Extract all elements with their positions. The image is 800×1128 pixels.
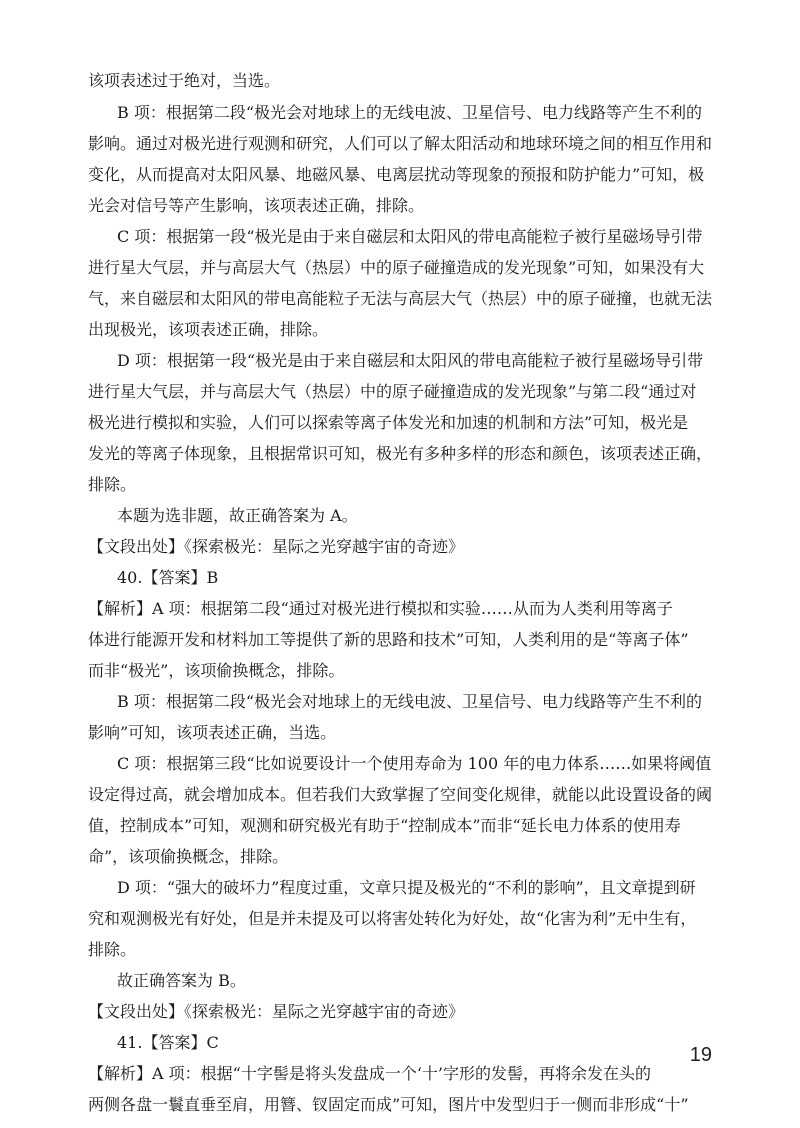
- text-line: 发光的等离子体现象，且根据常识可知，极光有多种多样的形态和颜色，该项表述正确，: [88, 444, 713, 463]
- text-line: 出现极光，该项表述正确，排除。: [88, 320, 329, 339]
- answer-line: 40.【答案】B: [117, 568, 219, 587]
- text-line: 排除。: [88, 940, 137, 959]
- text-line: 值，控制成本”可知，观测和研究极光有助于“控制成本”而非“延长电力体系的使用寿: [88, 816, 681, 835]
- text-line: 变化，从而提高对太阳风暴、地磁风暴、电离层扰动等现象的预报和防护能力”可知，极: [88, 165, 705, 184]
- text-line: 极光进行模拟和实验，人们可以探索等离子体发光和加速的机制和方法”可知，极光是: [88, 413, 689, 432]
- text-line: 影响”可知，该项表述正确，当选。: [88, 723, 337, 742]
- text-line: 进行星大气层，并与高层大气（热层）中的原子碰撞造成的发光现象”与第二段“通过对: [88, 382, 697, 401]
- text-line: D 项：“强大的破坏力”程度过重，文章只提及极光的“不利的影响”，且文章提到研: [117, 878, 696, 897]
- source-line: 【文段出处】《探索极光：星际之光穿越宇宙的奇迹》: [88, 1002, 465, 1021]
- text-line: 故正确答案为 B。: [117, 971, 246, 990]
- text-line: 【解析】A 项：根据“十字髻是将头发盘成一个‘十’字形的发髻，再将余发在头的: [88, 1064, 651, 1083]
- text-line: 该项表述过于绝对，当选。: [88, 71, 281, 90]
- text-line: 体进行能源开发和材料加工等提供了新的思路和技术”可知，人类利用的是“等离子体”: [88, 630, 689, 649]
- text-line: C 项：根据第三段“比如说要设计一个使用寿命为 100 年的电力体系……如果将阈值: [117, 754, 712, 773]
- text-line: 两侧各盘一鬟直垂至肩，用簪、钗固定而成”可知，图片中发型归于一侧而非形成“十”: [88, 1095, 689, 1114]
- text-line: 而非“极光”，该项偷换概念，排除。: [88, 661, 345, 680]
- text-line: B 项：根据第二段“极光会对地球上的无线电波、卫星信号、电力线路等产生不利的: [117, 692, 703, 711]
- text-line: 命”，该项偷换概念，排除。: [88, 847, 289, 866]
- text-line: 光会对信号等产生影响，该项表述正确，排除。: [88, 196, 425, 215]
- text-line: D 项：根据第一段“极光是由于来自磁层和太阳风的带电高能粒子被行星磁场导引带: [117, 351, 704, 370]
- text-line: 【解析】A 项：根据第二段“通过对极光进行模拟和实验……从而为人类利用等离子: [88, 599, 673, 618]
- text-line: B 项：根据第二段“极光会对地球上的无线电波、卫星信号、电力线路等产生不利的: [117, 103, 703, 122]
- text-line: 气，来自磁层和太阳风的带电高能粒子无法与高层大气（热层）中的原子碰撞，也就无法: [88, 289, 713, 308]
- page-number: 19: [689, 1044, 712, 1066]
- text-line: 影响。通过对极光进行观测和研究，人们可以了解太阳活动和地球环境之间的相互作用和: [88, 134, 713, 153]
- text-line: 究和观测极光有好处，但是并未提及可以将害处转化为好处，故“化害为利”无中生有，: [88, 909, 697, 928]
- text-line: 本题为选非题，故正确答案为 A。: [117, 506, 358, 525]
- source-line: 【文段出处】《探索极光：星际之光穿越宇宙的奇迹》: [88, 537, 465, 556]
- text-line: 排除。: [88, 475, 137, 494]
- answer-line: 41.【答案】C: [117, 1033, 219, 1052]
- text-line: 进行星大气层，并与高层大气（热层）中的原子碰撞造成的发光现象”可知，如果没有大: [88, 258, 705, 277]
- text-line: 设定得过高，就会增加成本。但若我们大致掌握了空间变化规律，就能以此设置设备的阈: [88, 785, 713, 804]
- text-line: C 项：根据第一段“极光是由于来自磁层和太阳风的带电高能粒子被行星磁场导引带: [117, 227, 703, 246]
